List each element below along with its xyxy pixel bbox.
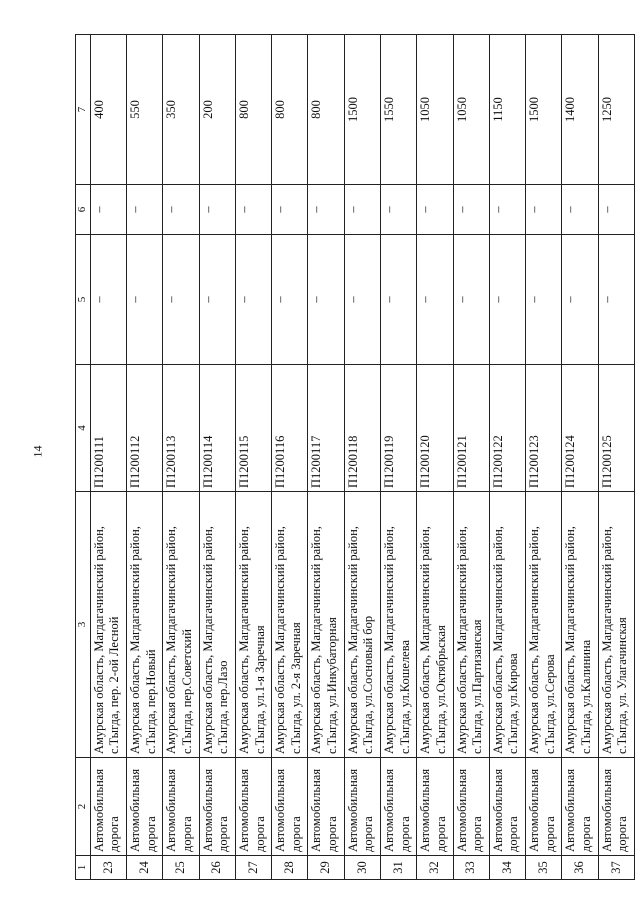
column5-cell: – [235,235,271,365]
header-cell: 3 [76,492,91,758]
header-cell: 7 [76,35,91,185]
length-cell: 1050 [453,35,489,185]
road-type: Автомобильная дорога [344,758,380,856]
address-cell: Амурская область, Магдагачинский район, с.Тыгда, ул.Партизанская [453,492,489,758]
length-cell: 1500 [526,35,562,185]
address-cell: Амурская область, Магдагачинский район, с.Тыгда, пер.Новый [127,492,163,758]
column6-cell: – [381,185,417,235]
row-number: 23 [90,856,126,880]
length-cell: 1050 [417,35,453,185]
address-cell: Амурская область, Магдагачинский район, с.Тыгда, пер.Лазо [199,492,235,758]
table-row [381,35,417,880]
code-cell: П1200121 [453,365,489,492]
column6-cell: – [526,185,562,235]
road-type: Автомобильная дорога [308,758,344,856]
column6-cell: – [163,185,199,235]
row-number: 37 [598,856,634,880]
row-number: 27 [235,856,271,880]
column6-cell: – [199,185,235,235]
column5-cell: – [163,235,199,365]
column5-cell: – [453,235,489,365]
address-cell: Амурская область, Магдагачинский район, с.Тыгда, ул.Инкубаторная [308,492,344,758]
table-row [526,35,562,880]
address-cell: Амурская область, Магдагачинский район, с.Тыгда, ул.1-я Заречная [235,492,271,758]
address-cell: Амурская область, Магдагачинский район, с.Тыгда, пер.Советский [163,492,199,758]
header-cell: 5 [76,235,91,365]
road-type: Автомобильная дорога [127,758,163,856]
address-cell: Амурская область, Магдагачинский район, с.Тыгда, ул.Кошелева [381,492,417,758]
code-cell: П1200115 [235,365,271,492]
code-cell: П1200124 [562,365,598,492]
column6-cell: – [453,185,489,235]
length-cell: 350 [163,35,199,185]
table-row [417,35,453,880]
address-cell: Амурская область, Магдагачинский район, с.Тыгда, ул.Калинина [562,492,598,758]
row-number: 28 [272,856,308,880]
road-type: Автомобильная дорога [235,758,271,856]
road-type: Автомобильная дорога [163,758,199,856]
rotated-table-container [75,35,635,880]
code-cell: П1200125 [598,365,634,492]
column6-cell: – [308,185,344,235]
length-cell: 800 [308,35,344,185]
row-number: 32 [417,856,453,880]
column6-cell: – [489,185,525,235]
road-type: Автомобильная дорога [598,758,634,856]
address-cell: Амурская область, Магдагачинский район, с.Тыгда, ул.Кирова [489,492,525,758]
table-row [489,35,525,880]
column6-cell: – [235,185,271,235]
table-row [562,35,598,880]
address-cell: Амурская область, Магдагачинский район, с.Тыгда, пер. 2-ой Лесной [90,492,126,758]
row-number: 24 [127,856,163,880]
row-number: 34 [489,856,525,880]
column6-cell: – [598,185,634,235]
code-cell: П1200120 [417,365,453,492]
row-number: 31 [381,856,417,880]
length-cell: 800 [235,35,271,185]
address-cell: Амурская область, Магдагачинский район, с.Тыгда, ул. Улагачинская [598,492,634,758]
table-row [127,35,163,880]
code-cell: П1200111 [90,365,126,492]
code-cell: П1200113 [163,365,199,492]
code-cell: П1200119 [381,365,417,492]
code-cell: П1200114 [199,365,235,492]
row-number: 29 [308,856,344,880]
page-number: 14 [30,445,45,458]
roads-table [75,34,635,880]
length-cell: 200 [199,35,235,185]
address-cell: Амурская область, Магдагачинский район, с.Тыгда, ул. 2-я Заречная [272,492,308,758]
header-cell: 2 [76,758,91,856]
column5-cell: – [199,235,235,365]
row-number: 33 [453,856,489,880]
length-cell: 400 [90,35,126,185]
column6-cell: – [127,185,163,235]
row-number: 35 [526,856,562,880]
length-cell: 1550 [381,35,417,185]
code-cell: П1200122 [489,365,525,492]
column5-cell: – [308,235,344,365]
code-cell: П1200123 [526,365,562,492]
column6-cell: – [272,185,308,235]
code-cell: П1200112 [127,365,163,492]
road-type: Автомобильная дорога [453,758,489,856]
column5-cell: – [489,235,525,365]
table-row [163,35,199,880]
column5-cell: – [127,235,163,365]
table-row [90,35,126,880]
row-number: 25 [163,856,199,880]
column6-cell: – [344,185,380,235]
code-cell: П1200118 [344,365,380,492]
length-cell: 1250 [598,35,634,185]
column5-cell: – [90,235,126,365]
road-type: Автомобильная дорога [272,758,308,856]
table-row [272,35,308,880]
code-cell: П1200117 [308,365,344,492]
header-cell: 6 [76,185,91,235]
road-type: Автомобильная дорога [526,758,562,856]
column5-cell: – [272,235,308,365]
row-number: 30 [344,856,380,880]
column5-cell: – [381,235,417,365]
address-cell: Амурская область, Магдагачинский район, с.Тыгда, ул.Сосновый бор [344,492,380,758]
table-row [598,35,634,880]
length-cell: 1150 [489,35,525,185]
column5-cell: – [344,235,380,365]
road-type: Автомобильная дорога [90,758,126,856]
table-row [308,35,344,880]
column5-cell: – [417,235,453,365]
road-type: Автомобильная дорога [199,758,235,856]
row-number: 36 [562,856,598,880]
table-row [344,35,380,880]
table-row [199,35,235,880]
table-row [235,35,271,880]
column5-cell: – [562,235,598,365]
table-body [90,35,634,880]
table-row [453,35,489,880]
column6-cell: – [562,185,598,235]
column5-cell: – [526,235,562,365]
length-cell: 550 [127,35,163,185]
length-cell: 1500 [344,35,380,185]
code-cell: П1200116 [272,365,308,492]
address-cell: Амурская область, Магдагачинский район, с.Тыгда, ул.Серова [526,492,562,758]
length-cell: 800 [272,35,308,185]
road-type: Автомобильная дорога [562,758,598,856]
column5-cell: – [598,235,634,365]
header-row [76,35,91,880]
header-cell: 4 [76,365,91,492]
column6-cell: – [90,185,126,235]
row-number: 26 [199,856,235,880]
road-type: Автомобильная дорога [381,758,417,856]
column6-cell: – [417,185,453,235]
road-type: Автомобильная дорога [417,758,453,856]
address-cell: Амурская область, Магдагачинский район, с.Тыгда, ул.Октябрьская [417,492,453,758]
header-cell: 1 [76,856,91,880]
road-type: Автомобильная дорога [489,758,525,856]
length-cell: 1400 [562,35,598,185]
